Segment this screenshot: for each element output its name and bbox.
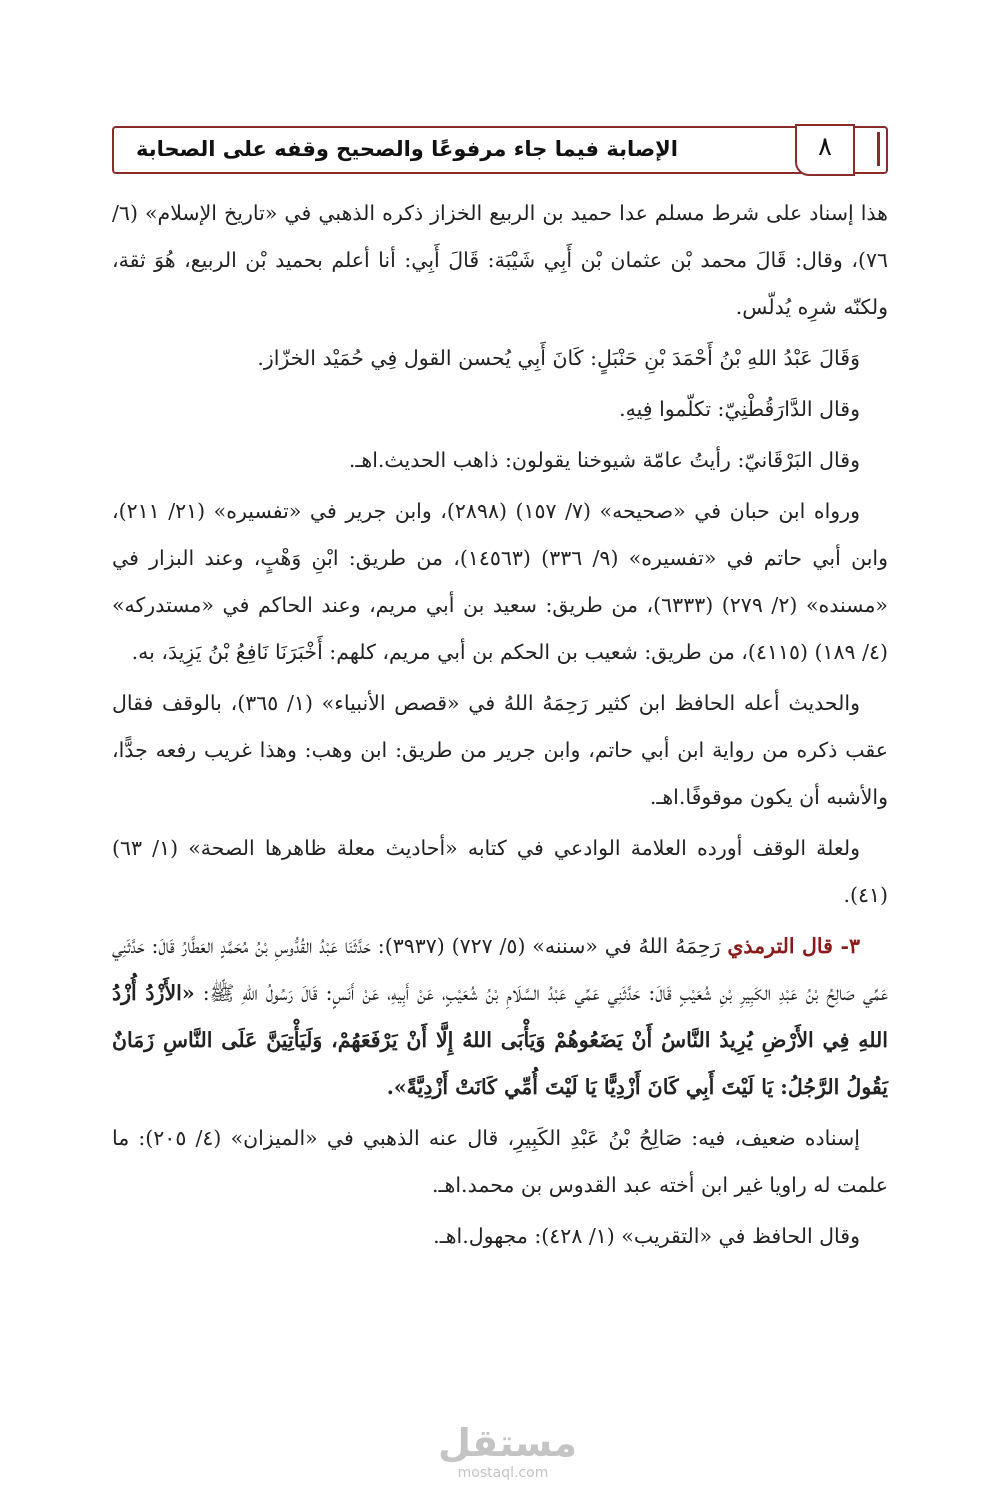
page-body bbox=[112, 190, 888, 1264]
paragraph-abdullah: وَقَالَ عَبْدُ اللهِ بْنُ أَحْمَدَ بْنِ حَنْبَلٍ: كَانَ أَبِي يُحسن القول فِي حُمَيْد الخزّاز. bbox=[257, 346, 860, 370]
paragraph-ibn-kathir: والحديث أعله الحافظ ابن كثير رَحِمَهُ اللهُ في «قصص الأنبياء» (١/ ٣٦٥)، بالوقف فقال عقب ذكره من رواية ابن أبي حاتم، وابن جرير من طريق: ابن وهب: وهذا غريب رفعه جدًّا، والأشبه أن يكون موقوفًا.اهـ. bbox=[112, 691, 888, 809]
page-number: ٨ bbox=[818, 132, 832, 162]
page-number-tab bbox=[795, 124, 855, 176]
paragraph-barqani: وقال البَرْقَانيّ: رأيتُ عامّة شيوخنا يقولون: ذاهب الحديث.اهـ. bbox=[348, 448, 860, 472]
page-header bbox=[112, 126, 888, 174]
paragraph-wadii: ولعلة الوقف أورده العلامة الوادعي في كتابه «أحاديث معلة ظاهرها الصحة» (١/ ٦٣) (٤١). bbox=[112, 836, 888, 907]
header-end-bar bbox=[877, 132, 880, 166]
hadith-lead: ٣- قال الترمذي bbox=[727, 934, 860, 958]
page-title: الإصابة فيما جاء مرفوعًا والصحيح وقفه على الصحابة bbox=[136, 137, 678, 161]
paragraph-grading: إسناده ضعيف، فيه: صَالِحُ بْنُ عَبْدِ الكَبِيرِ، قال عنه الذهبي في «الميزان» (٤/ ٢٠٥): ما علمت له راويا غير ابن أخته عبد القدوس بن محمد.اهـ. bbox=[112, 1126, 888, 1197]
watermark bbox=[438, 1421, 577, 1492]
watermark-logo: مستقل bbox=[438, 1421, 577, 1465]
hadith-body: رَحِمَهُ اللهُ في «سننه» (٥/ ٧٢٧) (٣٩٣٧): حَدَّثَنَا عَبْدُ القُدُّوسِ بْنُ مُحَمَّدٍ العَطَّارُ قَالَ: حَدَّثَنِي عَمِّي صَالِحُ بْنُ عَبْدِ الكَبِيرِ بْنِ شُعَيْبٍ قَالَ: حَدَّثَنِي عَمِّي عَبْدُ السَّلَامِ بْنُ شُعَيْبٍ، عَنْ أَبِيهِ، عَنْ أَنَسٍ: قَالَ رَسُولُ اللهِ ﷺ: bbox=[112, 934, 888, 1005]
paragraph-takhrij: ورواه ابن حبان في «صحيحه» (٧/ ١٥٧) (٢٨٩٨)، وابن جرير في «تفسيره» (٢١/ ٢١١)، وابن أبي حاتم في «تفسيره» (٩/ ٣٣٦) (١٤٥٦٣)، من طريق: ابْنِ وَهْبٍ، وعند البزار في «مسنده» (٢/ ٢٧٩) (٦٣٣٣)، من طريق: سعيد بن أبي مريم، وعند الحاكم في «مستدركه» (٤/ ١٨٩) (٤١١٥)، من طريق: شعيب بن الحكم بن أبي مريم، كلهم: أَخْبَرَنَا نَافِعُ بْنُ يَزِيدَ، به. bbox=[112, 499, 888, 664]
paragraph-isnad: هذا إسناد على شرط مسلم عدا حميد بن الربيع الخزاز ذكره الذهبي في «تاريخ الإسلام» (٦/ ٧٦)، وقال: قَالَ محمد بْن عثمان بْن أَبِي شَيْبَة: قَالَ أَبِي: أنا أعلم بحميد بْن الربيع، هُوَ ثقة، ولكنّه شرِه يُدلّس. bbox=[112, 201, 888, 319]
paragraph-hadith bbox=[112, 923, 888, 1111]
hadith-quote: «الأَزْدُ أُزْدُ اللهِ فِي الأَرْضِ يُرِيدُ النَّاسُ أَنْ يَضَعُوهُمْ وَيَأْبَى اللهُ إِلَّا أَنْ يَرْفَعَهُمْ، وَلَيَأْتِيَنَّ عَلَى النَّاسِ زَمَانٌ يَقُولُ الرَّجُلُ: يَا لَيْتَ أَبِي كَانَ أَزْدِيًّا يَا لَيْتَ أُمِّي كَانَتْ أَزْدِيَّةً». bbox=[112, 981, 888, 1099]
watermark-url: mostaql.com bbox=[457, 1465, 549, 1481]
paragraph-taqrib: وقال الحافظ في «التقريب» (١/ ٤٢٨): مجهول.اهـ. bbox=[433, 1224, 860, 1248]
paragraph-daraqutni: وقال الدَّارَقُطْنِيّ: تكلّموا فِيهِ. bbox=[619, 397, 860, 421]
